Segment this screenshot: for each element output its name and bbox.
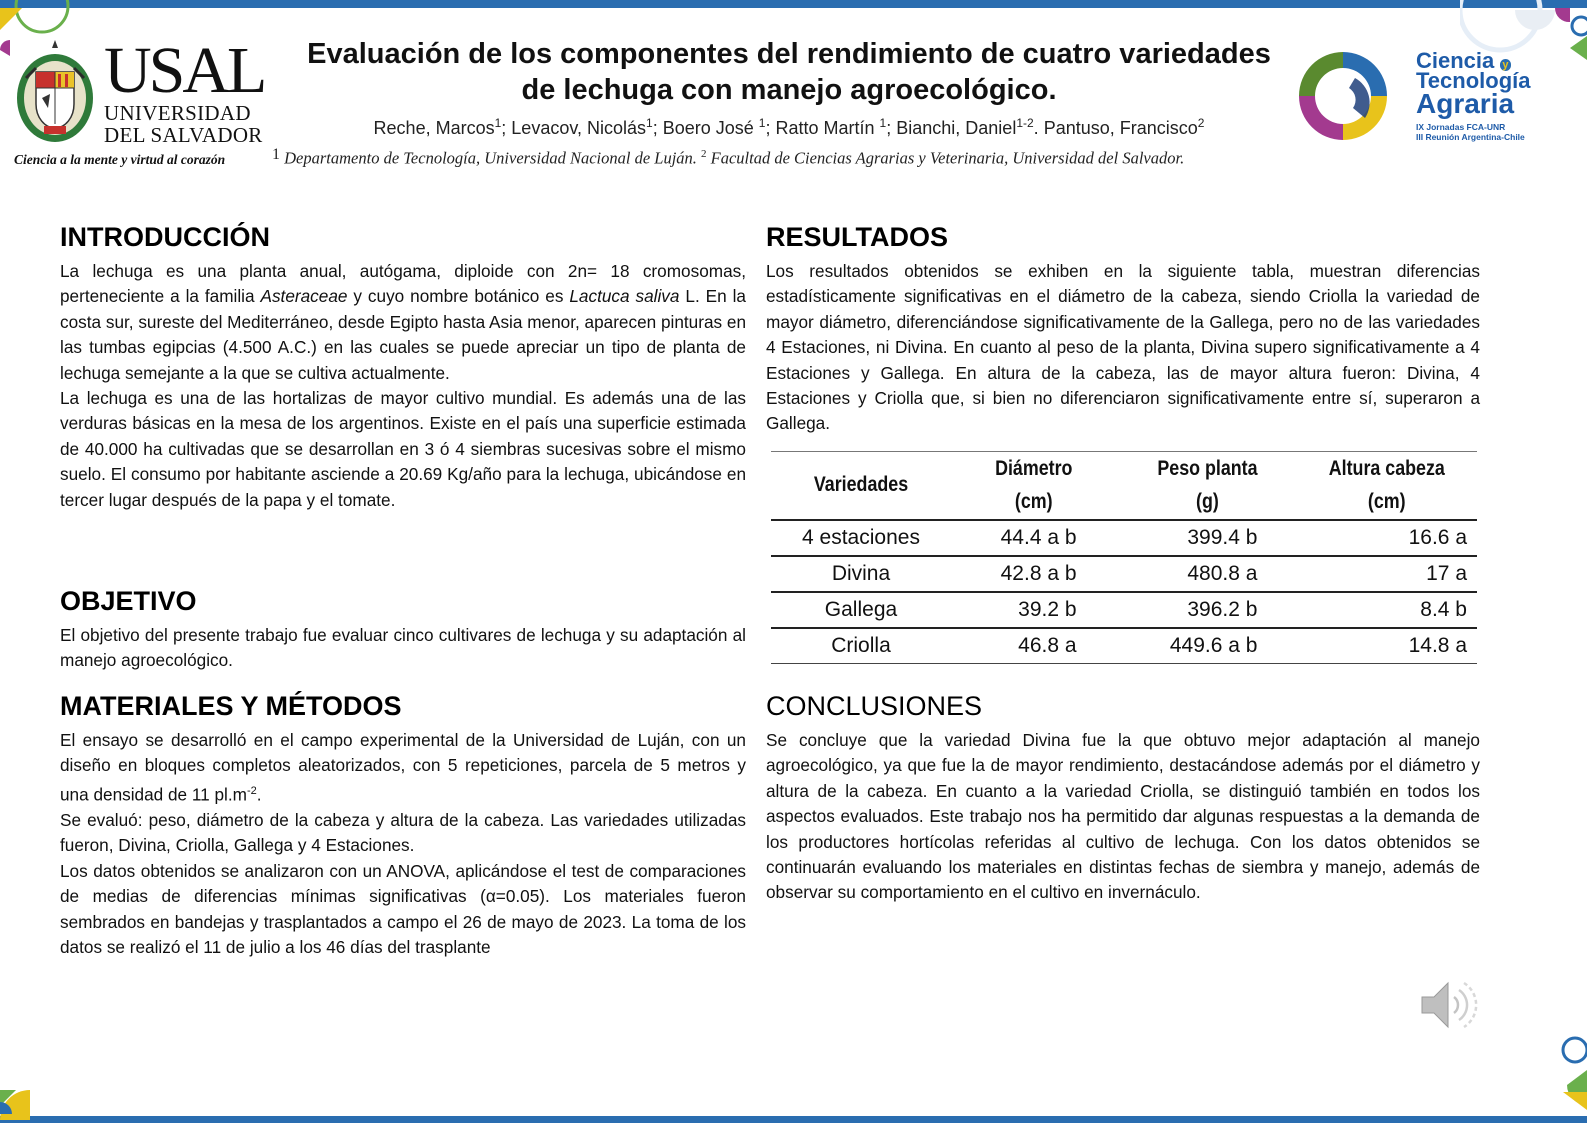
author-separator: ; [886, 118, 897, 138]
author-separator: ; [501, 118, 512, 138]
materiales-body [60, 728, 746, 960]
table-cell-peso: 449.6 a b [1117, 628, 1298, 664]
table-header-variedades: Variedades [813, 473, 909, 496]
introduccion-paragraph-1: La lechuga es una planta anual, autógama, diploide con 2n= 18 cromosomas, perteneciente a la familia Asteraceae y cuyo nombre botánico es Lactuca saliva L. En la costa sur, sureste del Mediterráneo, desde Egipto hasta Asia menor, aparecen pinturas en las tumbas egipcias (4.500 A.C.) en las cuales se puede apreciar un tipo de planta de lechuga semejante a la que se cultiva actualmente. [60, 261, 747, 383]
resultados-paragraph-1: Los resultados obtenidos se exhiben en la siguiente tabla, muestran diferencias estadísticamente significativas en el diámetro de la cabeza, siendo Criolla la variedad de mayor diámetro, diferenciándose significativamente de la Gallega, pero no de las variedades 4 Estaciones, ni Divina. En cuanto al peso de la planta, Divina supero significativamente a 4 Estaciones y Gallega. En altura de la cabeza, las de mayor altura fueron: Divina, 4 Estaciones y Criolla que, si bien no diferenciaron significativamente entre sí, superaron a Gallega. [766, 261, 1480, 434]
materiales-paragraph-2: Se evaluó: peso, diámetro de la cabeza y altura de la cabeza. Las variedades utilizadas fueron, Divina, Criolla, Gallega y 4 Estaciones. [60, 809, 746, 856]
author-affiliation-mark: 2 [1197, 116, 1205, 130]
table-header-diametro: Diámetro (cm) [995, 456, 1073, 513]
table-cell-diametro: 44.4 a b [951, 520, 1117, 556]
author-name: Levacov, Nicolás [511, 118, 647, 138]
materiales-paragraph-3: Los datos obtenidos se analizaron con un ANOVA, aplicándose el test de comparaciones de medias de diferencias mínimas significativas (α=0.05). Los materiales fueron sembrados en bandejas y trasplantados a campo el 26 de mayo de 2023. La toma de los datos se realizó el 11 de julio a los 46 días del trasplante [60, 860, 746, 957]
objetivo-paragraph-1: El objetivo del presente trabajo fue evaluar cinco cultivares de lechuga y su adaptación al manejo agroecológico. [60, 625, 746, 671]
heading-resultados: RESULTADOS [766, 222, 948, 252]
author-name: Reche, Marcos [373, 118, 495, 138]
introduccion-body [60, 259, 746, 513]
table-row [771, 592, 1477, 628]
introduccion-paragraph-2: La lechuga es una de las hortalizas de mayor cultivo mundial. Es además una de las verduras básicas en la mesa de los argentinos. Existe en el país una superficie estimada de 40.000 ha cultivadas que se desarrollan en 3 ó 4 siembras sucesivas sobre el mismo suelo. El consumo por habitante asciende a 20.69 Kg/año para la lechuga, ubicándose en tercer lugar después de la papa y el tomate. [60, 388, 746, 510]
table-cell-diametro: 46.8 a [951, 628, 1117, 664]
botanical-name: Lactuca saliva [569, 286, 680, 307]
table-cell-altura: 16.6 a [1297, 520, 1477, 556]
university-name-line1: UNIVERSIDAD [104, 101, 251, 125]
heading-introduccion: INTRODUCCIÓN [60, 222, 270, 252]
objetivo-body [60, 623, 746, 674]
author-separator: ; [652, 118, 663, 138]
university-motto: Ciencia a la mente y virtud al corazón [14, 152, 226, 167]
heading-objetivo: OBJETIVO [60, 586, 197, 616]
event-logo-line2: Tecnología [1416, 68, 1531, 93]
table-cell-diametro: 39.2 b [951, 592, 1117, 628]
table-cell-altura: 17 a [1297, 556, 1477, 592]
speaker-icon[interactable] [1418, 975, 1480, 1035]
affiliations [272, 145, 1312, 169]
author-separator: ; [765, 118, 776, 138]
heading-conclusiones: CONCLUSIONES [766, 691, 983, 721]
table-cell-altura: 8.4 b [1297, 592, 1477, 628]
conclusiones-body [766, 728, 1480, 906]
top-border-bar [0, 0, 1587, 8]
table-cell-variety: Criolla [771, 628, 951, 664]
poster-title-line1: Evaluación de los componentes del rendimiento de cuatro variedades [307, 38, 1271, 70]
heading-materiales-metodos: MATERIALES Y MÉTODOS [60, 691, 402, 721]
table-cell-peso: 480.8 a [1117, 556, 1298, 592]
author-affiliation-mark: 1-2 [1016, 116, 1034, 130]
author-affiliation-mark: 1 [758, 116, 766, 130]
author-affiliation-mark: 1 [646, 116, 653, 130]
affiliation-number: 1 [272, 145, 280, 163]
resultados-body [766, 259, 1480, 437]
author-name: Ratto Martín [775, 118, 880, 138]
materiales-paragraph-1: El ensayo se desarrolló en el campo experimental de la Universidad de Luján, con un diseño en bloques completos aleatorizados, con 5 repeticiones, parcela de 5 metros y una densidad de 11 $pl.m^{-2}$. [60, 730, 746, 805]
author-affiliation-mark: 1 [494, 116, 502, 130]
poster-title [283, 36, 1295, 108]
table-cell-altura: 14.8 a [1297, 628, 1477, 664]
family-name: Asteraceae [260, 286, 348, 307]
bottom-border-bar [0, 1116, 1587, 1123]
table-cell-variety: Gallega [771, 592, 951, 628]
event-logo-line5: III Reunión Argentina-Chile [1416, 132, 1525, 142]
event-logo-connector: y [1502, 59, 1509, 71]
affiliation-1: Departamento de Tecnología, Universidad Nacional de Luján. [284, 148, 697, 168]
author-name: Bianchi, Daniel [896, 118, 1017, 138]
table-row [771, 556, 1477, 592]
event-logo-line4: IX Jornadas FCA-UNR [1416, 122, 1506, 132]
university-logo-wordmark: USAL [104, 34, 265, 107]
affiliation-number: 2 [701, 148, 707, 160]
author-name: Boero José [662, 118, 759, 138]
university-name-line2: DEL SALVADOR [104, 123, 263, 147]
table-header-row [771, 450, 1477, 520]
author-affiliation-mark: 1 [879, 116, 887, 130]
table-header-altura: Altura cabeza (cm) [1329, 456, 1446, 513]
author-separator: . [1033, 118, 1044, 138]
table-header-peso: Peso planta (g) [1156, 456, 1258, 513]
event-logo-line3: Agraria [1416, 88, 1515, 119]
author-list [283, 116, 1295, 139]
table-cell-peso: 399.4 b [1117, 520, 1298, 556]
table-cell-variety: Divina [771, 556, 951, 592]
table-cell-diametro: 42.8 a b [951, 556, 1117, 592]
table-row [771, 520, 1477, 556]
table-row [771, 628, 1477, 664]
conclusiones-paragraph-1: Se concluye que la variedad Divina fue la que obtuvo mejor adaptación al manejo agroecológico, ya que fue la de mayor rendimiento, destacándose además por el diámetro y altura de la cabeza. En cuanto a la variedad Criolla, se distinguió también en todos los aspectos evaluados. Este trabajo nos ha permitido dar algunas respuestas a la demanda de los productores hortícolas referidas al cultivo de lechuga. Con los datos obtenidos se continuarán evaluando los materiales en distintas fechas de siembra y manejo, además de observar su comportamiento en el cultivo en invernáculo. [766, 730, 1480, 903]
event-logo-line1: Ciencia y [1416, 48, 1509, 73]
table-cell-variety: 4 estaciones [771, 520, 951, 556]
bottom-right-corner-decoration [1545, 1030, 1587, 1120]
event-ring-logo-icon [1295, 48, 1391, 144]
author-name: Pantuso, Francisco [1043, 118, 1198, 138]
affiliation-2: Facultad de Ciencias Agrarias y Veterinaria, Universidad del Salvador. [710, 148, 1185, 168]
table-cell-peso: 396.2 b [1117, 592, 1298, 628]
poster-title-line2: de lechuga con manejo agroecológico. [521, 74, 1057, 106]
university-crest-icon [14, 38, 96, 144]
bottom-left-corner-decoration [0, 1050, 60, 1120]
results-table [771, 450, 1477, 664]
